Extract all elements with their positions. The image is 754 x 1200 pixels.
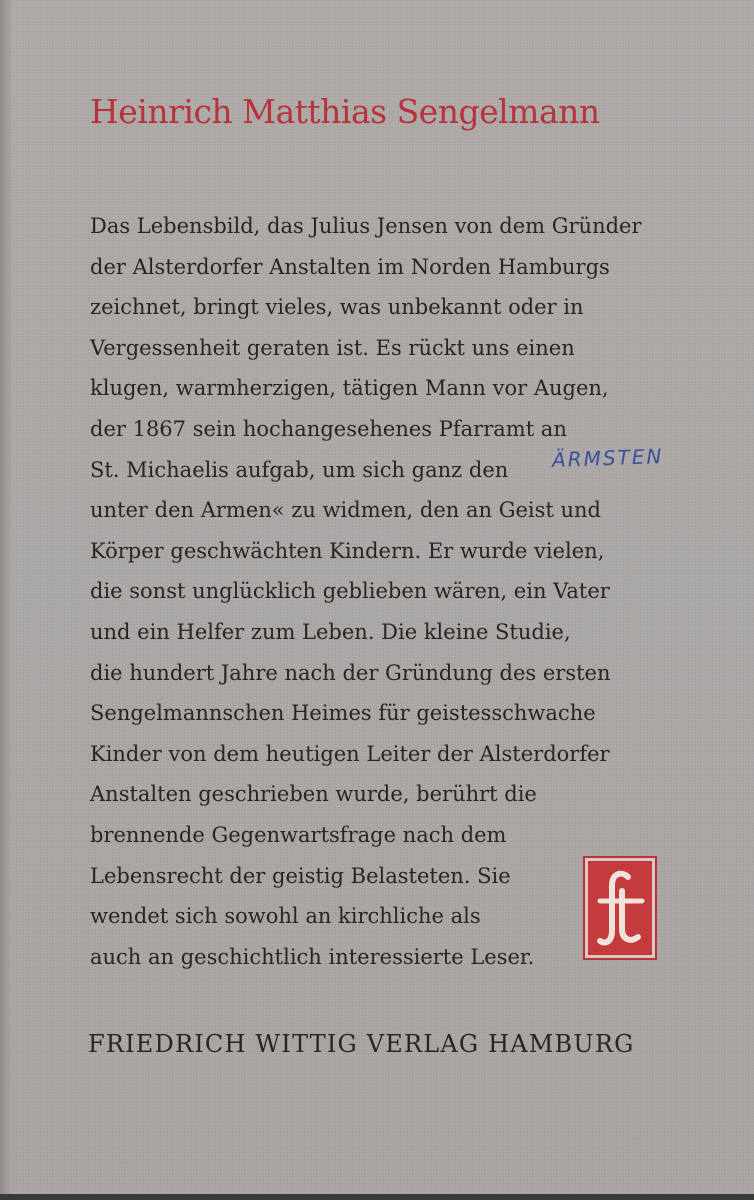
blurb-line: der 1867 sein hochangesehenes Pfarramt an — [90, 416, 567, 441]
publisher-name: FRIEDRICH WITTIG VERLAG HAMBURG — [88, 1030, 635, 1058]
blurb-line: die sonst unglücklich geblieben wären, ein Vater — [90, 579, 610, 604]
blurb-line: St. Michaelis aufgab, um sich ganz den — [90, 457, 509, 482]
blurb-line: Kinder von dem heutigen Leiter der Alsterdorfer — [90, 741, 610, 766]
blurb-line: Lebensrecht der geistig Belasteten. Sie — [90, 863, 511, 888]
blurb-line: der Alsterdorfer Anstalten im Norden Hamburgs — [90, 254, 610, 279]
cover-left-edge — [0, 0, 12, 1200]
blurb-line: klugen, warmherzigen, tätigen Mann vor Augen, — [90, 376, 609, 401]
blurb-line: wendet sich sowohl an kirchliche als — [90, 904, 481, 929]
blurb-line: zeichnet, bringt vieles, was unbekannt oder in — [90, 295, 584, 320]
blurb-line: Das Lebensbild, das Julius Jensen von dem Gründer — [90, 214, 642, 238]
cover-bottom-edge — [0, 1194, 754, 1200]
blurb-line: auch an geschichtlich interessierte Leser. — [90, 944, 535, 969]
blurb-line: Körper geschwächten Kindern. Er wurde vielen, — [90, 538, 605, 563]
blurb-line: Vergessenheit geraten ist. Es rückt uns einen — [90, 335, 575, 360]
handwritten-annotation: ÄRMSTEN — [551, 444, 664, 472]
blurb-line: brennende Gegenwartsfrage nach dem — [90, 822, 507, 847]
blurb-line: die hundert Jahre nach der Gründung des ersten — [90, 660, 611, 685]
blurb-line: Sengelmannschen Heimes für geistesschwache — [90, 701, 596, 726]
blurb-text — [90, 206, 670, 977]
blurb-line: und ein Helfer zum Leben. Die kleine Studie, — [90, 619, 571, 644]
book-title: Heinrich Matthias Sengelmann — [90, 92, 600, 131]
blurb-line: unter den Armen« zu widmen, den an Geist und — [90, 498, 602, 523]
publisher-logo-icon — [585, 858, 655, 958]
blurb-line: Anstalten geschrieben wurde, berührt die — [90, 782, 537, 807]
